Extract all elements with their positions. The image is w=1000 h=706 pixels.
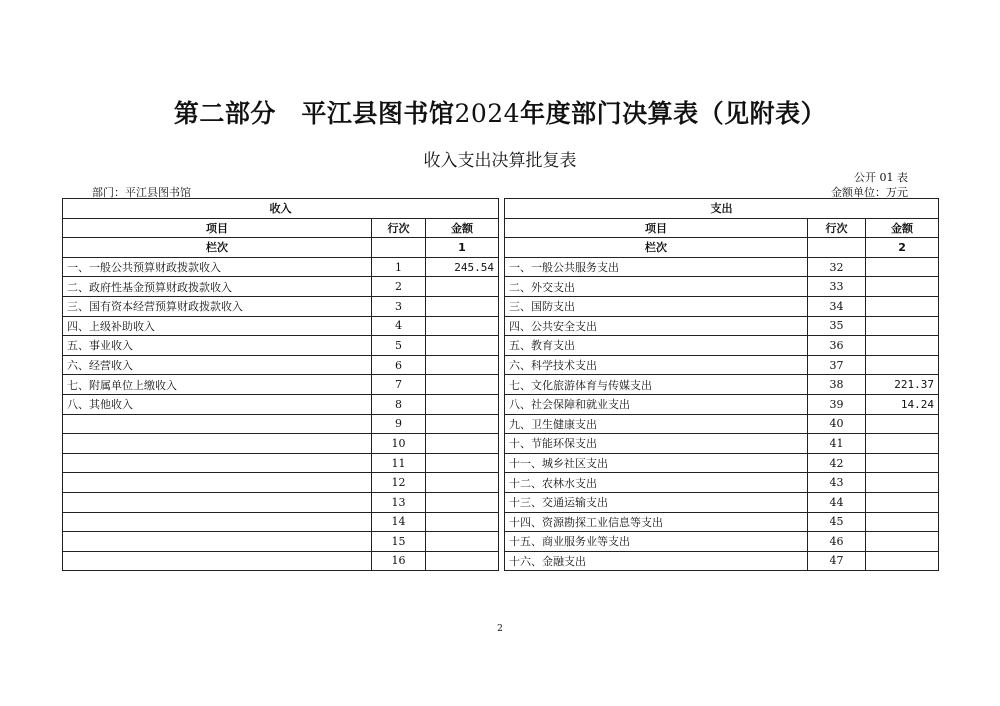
expense-item-cell: 十四、资源勘探工业信息等支出 — [505, 512, 808, 532]
income-item-cell — [63, 434, 372, 454]
expense-line-cell: 32 — [808, 257, 866, 277]
income-line-cell: 9 — [372, 414, 426, 434]
expense-item-cell: 十、节能环保支出 — [505, 434, 808, 454]
income-item-cell — [63, 551, 372, 571]
table-row — [63, 434, 939, 454]
expense-line-cell: 37 — [808, 355, 866, 375]
income-item-cell: 四、上级补助收入 — [63, 316, 372, 336]
expense-amount-cell — [866, 316, 939, 336]
expense-lanci-label: 栏次 — [505, 238, 808, 258]
income-amount-cell — [426, 532, 499, 552]
income-expense-table — [62, 198, 939, 571]
expense-amount-cell — [866, 355, 939, 375]
expense-line-cell: 33 — [808, 277, 866, 297]
income-item-cell: 八、其他收入 — [63, 394, 372, 414]
expense-item-cell: 七、文化旅游体育与传媒支出 — [505, 375, 808, 395]
income-line-cell: 1 — [372, 257, 426, 277]
income-line-cell: 6 — [372, 355, 426, 375]
income-item-cell: 七、附属单位上缴收入 — [63, 375, 372, 395]
expense-line-cell: 39 — [808, 394, 866, 414]
expense-item-cell: 八、社会保障和就业支出 — [505, 394, 808, 414]
title-suffix: 年度部门决算表（见附表） — [520, 99, 827, 128]
income-amount-cell — [426, 277, 499, 297]
table-row — [63, 532, 939, 552]
expense-line-cell: 44 — [808, 492, 866, 512]
income-line-cell: 13 — [372, 492, 426, 512]
table-row — [63, 473, 939, 493]
expense-amount-cell — [866, 532, 939, 552]
income-amount-cell — [426, 453, 499, 473]
expense-amount-cell — [866, 492, 939, 512]
expense-header: 支出 — [505, 199, 939, 219]
table-row — [63, 414, 939, 434]
column-header-row — [63, 218, 939, 238]
section-header-row — [63, 199, 939, 219]
income-amount-cell — [426, 512, 499, 532]
income-line-cell: 10 — [372, 434, 426, 454]
expense-item-cell: 九、卫生健康支出 — [505, 414, 808, 434]
expense-line-cell: 46 — [808, 532, 866, 552]
income-item-cell: 一、一般公共预算财政拨款收入 — [63, 257, 372, 277]
expense-line-cell: 40 — [808, 414, 866, 434]
income-line-cell: 7 — [372, 375, 426, 395]
table-row — [63, 277, 939, 297]
expense-amount-cell — [866, 296, 939, 316]
expense-amount-cell — [866, 277, 939, 297]
income-column-number: 1 — [426, 238, 499, 258]
expense-amount-cell — [866, 512, 939, 532]
expense-item-cell: 十五、商业服务业等支出 — [505, 532, 808, 552]
table-row — [63, 296, 939, 316]
income-amount-header: 金额 — [426, 218, 499, 238]
table-row — [63, 512, 939, 532]
expense-amount-cell — [866, 551, 939, 571]
expense-line-header: 行次 — [808, 218, 866, 238]
table-row — [63, 336, 939, 356]
expense-item-header: 项目 — [505, 218, 808, 238]
page-title — [0, 94, 1000, 130]
income-amount-cell — [426, 551, 499, 571]
table-subtitle: 收入支出决算批复表 — [423, 151, 577, 171]
income-item-cell — [63, 532, 372, 552]
expense-line-cell: 35 — [808, 316, 866, 336]
expense-line-cell: 47 — [808, 551, 866, 571]
income-amount-cell — [426, 492, 499, 512]
expense-lanci-line — [808, 238, 866, 258]
table-row — [63, 492, 939, 512]
expense-item-cell: 一、一般公共服务支出 — [505, 257, 808, 277]
table-row — [63, 257, 939, 277]
income-line-cell: 15 — [372, 532, 426, 552]
expense-line-cell: 34 — [808, 296, 866, 316]
expense-amount-cell — [866, 336, 939, 356]
table-row — [63, 375, 939, 395]
expense-line-cell: 42 — [808, 453, 866, 473]
expense-line-cell: 43 — [808, 473, 866, 493]
expense-item-cell: 十一、城乡社区支出 — [505, 453, 808, 473]
income-amount-cell — [426, 316, 499, 336]
income-line-cell: 3 — [372, 296, 426, 316]
table-row — [63, 551, 939, 571]
income-item-cell: 三、国有资本经营预算财政拨款收入 — [63, 296, 372, 316]
expense-line-cell: 36 — [808, 336, 866, 356]
income-amount-cell — [426, 434, 499, 454]
income-item-cell: 二、政府性基金预算财政拨款收入 — [63, 277, 372, 297]
expense-item-cell: 二、外交支出 — [505, 277, 808, 297]
expense-item-cell: 十二、农林水支出 — [505, 473, 808, 493]
income-item-cell — [63, 453, 372, 473]
expense-amount-cell — [866, 434, 939, 454]
income-item-cell — [63, 414, 372, 434]
expense-line-cell: 38 — [808, 375, 866, 395]
title-prefix: 第二部分 平江县图书馆 — [173, 99, 455, 128]
expense-amount-cell — [866, 473, 939, 493]
lanci-row — [63, 238, 939, 258]
income-amount-cell — [426, 355, 499, 375]
income-line-cell: 16 — [372, 551, 426, 571]
income-line-cell: 5 — [372, 336, 426, 356]
income-line-cell: 14 — [372, 512, 426, 532]
expense-amount-header: 金额 — [866, 218, 939, 238]
page-number: 2 — [497, 624, 503, 634]
expense-item-cell: 五、教育支出 — [505, 336, 808, 356]
income-amount-cell — [426, 473, 499, 493]
expense-item-cell: 十三、交通运输支出 — [505, 492, 808, 512]
income-item-cell: 六、经营收入 — [63, 355, 372, 375]
expense-amount-cell — [866, 453, 939, 473]
table-row — [63, 316, 939, 336]
expense-line-cell: 41 — [808, 434, 866, 454]
income-amount-cell — [426, 375, 499, 395]
expense-amount-cell — [866, 257, 939, 277]
table-row — [63, 394, 939, 414]
table-row — [63, 453, 939, 473]
income-lanci-label: 栏次 — [63, 238, 372, 258]
income-item-cell — [63, 492, 372, 512]
expense-item-cell: 三、国防支出 — [505, 296, 808, 316]
income-line-header: 行次 — [372, 218, 426, 238]
income-item-cell — [63, 473, 372, 493]
income-line-cell: 4 — [372, 316, 426, 336]
expense-item-cell: 六、科学技术支出 — [505, 355, 808, 375]
expense-amount-cell — [866, 414, 939, 434]
income-amount-cell — [426, 394, 499, 414]
income-amount-cell: 245.54 — [426, 257, 499, 277]
income-line-cell: 12 — [372, 473, 426, 493]
income-item-header: 项目 — [63, 218, 372, 238]
amount-unit: 金额单位：万元 — [831, 186, 908, 199]
income-amount-cell — [426, 414, 499, 434]
income-header: 收入 — [63, 199, 499, 219]
department-label: 部门：平江县图书馆 — [92, 186, 191, 199]
income-item-cell: 五、事业收入 — [63, 336, 372, 356]
income-amount-cell — [426, 296, 499, 316]
income-amount-cell — [426, 336, 499, 356]
income-line-cell: 8 — [372, 394, 426, 414]
income-item-cell — [63, 512, 372, 532]
title-year: 2024 — [454, 99, 521, 128]
income-line-cell: 11 — [372, 453, 426, 473]
expense-amount-cell: 14.24 — [866, 394, 939, 414]
expense-item-cell: 四、公共安全支出 — [505, 316, 808, 336]
expense-item-cell: 十六、金融支出 — [505, 551, 808, 571]
table-row — [63, 355, 939, 375]
expense-line-cell: 45 — [808, 512, 866, 532]
income-line-cell: 2 — [372, 277, 426, 297]
expense-amount-cell: 221.37 — [866, 375, 939, 395]
form-number: 公开 01 表 — [854, 171, 908, 184]
income-lanci-line — [372, 238, 426, 258]
expense-column-number: 2 — [866, 238, 939, 258]
